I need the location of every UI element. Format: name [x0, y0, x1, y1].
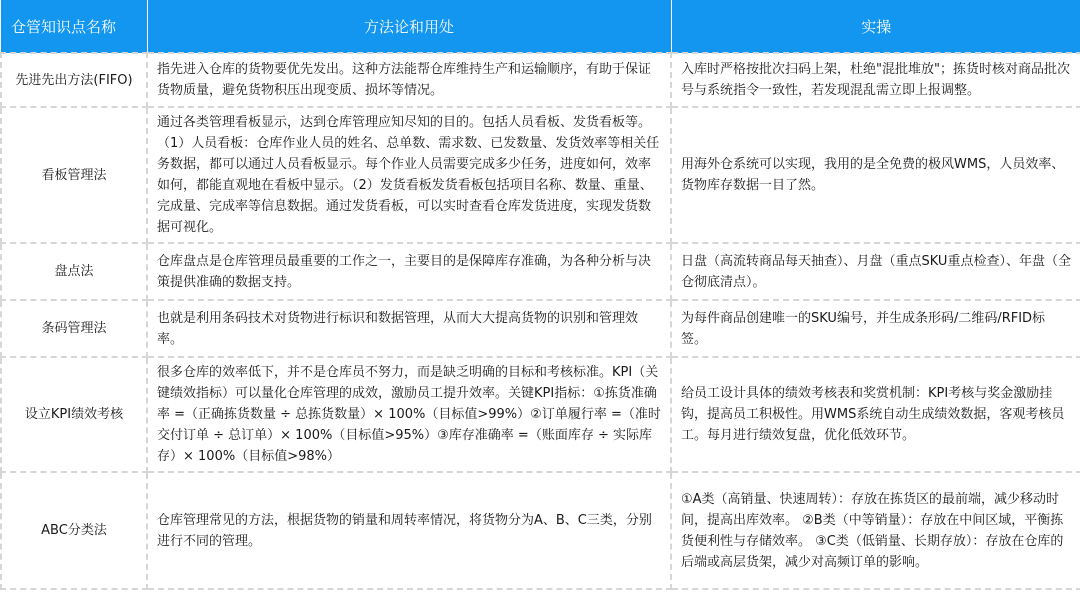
table-row — [1, 300, 1080, 357]
table-row — [1, 472, 1080, 589]
header-method: 方法论和用处 — [147, 0, 671, 53]
row-name: ABC分类法 — [1, 472, 147, 589]
row-method: 仓库管理常见的方法，根据货物的销量和周转率情况，将货物分为A、B、C三类，分别进行不同的管理。 — [147, 472, 671, 589]
table-row — [1, 243, 1080, 300]
row-practice: 入库时严格按批次扫码上架，杜绝"混批堆放"；拣货时核对商品批次号与系统指令一致性，若发现混乱需立即上报调整。 — [671, 53, 1080, 107]
row-practice: 日盘（高流转商品每天抽查）、月盘（重点SKU重点检查）、年盘（全仓彻底清点）。 — [671, 243, 1080, 300]
row-method: 通过各类管理看板显示，达到仓库管理应知尽知的目的。包括人员看板、发货看板等。（1）人员看板：仓库作业人员的姓名、总单数、需求数、已发数量、发货效率等相关任务数据，都可以通过人员看板显示。每个作业人员需要完成多少任务，进度如何，效率如何，都能直观地在看板中显示。（2）发货看板发货看板包括项目名称、数量、重量、完成量、完成率等信息数据。通过发货看板，可以实时查看仓库发货进度，实现发货数据可视化。 — [147, 107, 671, 243]
row-name: 先进先出方法(FIFO) — [1, 53, 147, 107]
row-name: 设立KPI绩效考核 — [1, 357, 147, 472]
row-practice: 用海外仓系统可以实现，我用的是全免费的极风WMS，人员效率、货物库存数据一目了然。 — [671, 107, 1080, 243]
header-practice: 实操 — [671, 0, 1080, 53]
row-method: 很多仓库的效率低下，并不是仓库员不努力，而是缺乏明确的目标和考核标准。KPI（关键绩效指标）可以量化仓库管理的成效，激励员工提升效率。关键KPI指标：①拣货准确率 =（正确拣货数量 ÷ 总拣货数量）× 100%（目标值>99%）②订单履行率 =（准时交付订单 ÷ 总订单）× 100%（目标值>95%）③库存准确率 =（账面库存 ÷ 实际库存）× 100%（目标值>98%） — [147, 357, 671, 472]
table-header-row — [1, 0, 1080, 53]
row-name: 条码管理法 — [1, 300, 147, 357]
table-row — [1, 53, 1080, 107]
table-row — [1, 357, 1080, 472]
row-name: 看板管理法 — [1, 107, 147, 243]
row-method: 仓库盘点是仓库管理员最重要的工作之一，主要目的是保障库存准确，为各种分析与决策提供准确的数据支持。 — [147, 243, 671, 300]
table-row — [1, 107, 1080, 243]
row-name: 盘点法 — [1, 243, 147, 300]
row-practice: ①A类（高销量、快速周转）：存放在拣货区的最前端，减少移动时间，提高出库效率。 ②B类（中等销量）：存放在中间区域，平衡拣货便利性与存储效率。 ③C类（低销量、长期存放）：存放在仓库的后端或高层货架，减少对高频订单的影响。 — [671, 472, 1080, 589]
row-method: 指先进入仓库的货物要优先发出。这种方法能帮仓库维持生产和运输顺序，有助于保证货物质量，避免货物积压出现变质、损坏等情况。 — [147, 53, 671, 107]
row-practice: 给员工设计具体的绩效考核表和奖赏机制：KPI考核与奖金激励挂钩，提高员工积极性。用WMS系统自动生成绩效数据，客观考核员工。每月进行绩效复盘，优化低效环节。 — [671, 357, 1080, 472]
header-name: 仓管知识点名称 — [1, 0, 147, 53]
row-method: 也就是利用条码技术对货物进行标识和数据管理，从而大大提高货物的识别和管理效率。 — [147, 300, 671, 357]
row-practice: 为每件商品创建唯一的SKU编号，并生成条形码/二维码/RFID标签。 — [671, 300, 1080, 357]
